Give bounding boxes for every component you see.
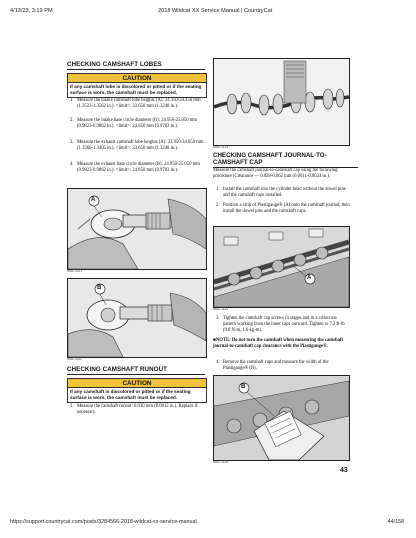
page-number: 43 xyxy=(340,467,348,474)
micrometer-illustration xyxy=(68,279,206,357)
step-item xyxy=(70,140,204,152)
caution-box-runout xyxy=(67,378,207,403)
browser-print-page-count: 44/158 xyxy=(387,519,404,525)
step-text: Tighten the camshaft cap screws in stages and in a crisscross pattern working from the inner caps outward. Tighten to 7.2 ft-lb (9.8 N-m, 1.0 kg-m). xyxy=(223,316,345,333)
caution-text: If any camshaft is discolored or pitted or if the seating surface is worn, the camshaft must be replaced. xyxy=(70,389,191,400)
step-number: 2. xyxy=(216,203,220,208)
step-text: Measure the intake base circle diameter (B): 24.950-25.050 mm (0.9823-0.9862 in.). <limit>: 24.850 mm (0.9783 in.). xyxy=(77,118,198,129)
figure-callout-a: A xyxy=(307,275,312,281)
step-text: Measure the exhaust base circle diameter (B): 24.950-25.050 mm (0.9823-0.9862 in.). <limit>: 24.850 mm (0.9783 in.). xyxy=(77,162,200,173)
figure-id-label: SMC-1122 xyxy=(67,357,82,361)
figure-id-label: SMC-1125 xyxy=(213,460,228,464)
cylinder-head-illustration xyxy=(214,227,349,307)
figure-callout-b: B xyxy=(241,384,246,390)
step-item xyxy=(70,162,204,174)
step-item xyxy=(216,187,351,199)
section-title-camshaft-lobes: CHECKING CAMSHAFT LOBES xyxy=(67,61,205,70)
browser-print-url[interactable]: https://support.countrycat.com/posts/3284566-2018-wildcat-xx-service-manual xyxy=(10,519,197,525)
caution-heading: CAUTION xyxy=(68,379,206,388)
caution-box-lobes xyxy=(67,73,207,98)
step-item xyxy=(70,98,204,110)
browser-print-title: 2018 Wildcat XX Service Manual | CountryCat xyxy=(158,8,273,14)
step-item xyxy=(216,203,351,215)
figure-id-label: SMC-1121 xyxy=(67,269,82,273)
micrometer-illustration xyxy=(68,189,206,269)
step-number: 1. xyxy=(70,404,74,409)
step-number: 4. xyxy=(216,360,220,365)
caution-heading: CAUTION xyxy=(68,74,206,83)
section-title-journal-clearance xyxy=(213,152,358,168)
figure-camshaft xyxy=(213,58,350,146)
step-text: Measure the camshaft runout: 0.030 mm (0.0012 in.). Replace if necessary. xyxy=(77,404,198,415)
step-number: 2. xyxy=(70,118,74,123)
figure-callout-a: A xyxy=(91,197,96,203)
step-item xyxy=(70,118,204,130)
camshaft-illustration xyxy=(214,59,349,145)
step-number: 4. xyxy=(70,162,74,167)
step-item xyxy=(216,316,351,333)
step-text: Measure the intake camshaft lobe heights (A): 34.350-34.450 mm (1.3523-1.3562 in.). <limit>: 33.650 mm (1.3248 in.). xyxy=(77,98,201,109)
figure-id-label: SMC-1123 xyxy=(213,145,228,149)
section-title-camshaft-runout: CHECKING CAMSHAFT RUNOUT xyxy=(67,366,205,375)
figure-lobe-height xyxy=(67,188,207,270)
section-title-line: CHECKING CAMSHAFT JOURNAL-TO- xyxy=(213,152,327,159)
step-text: Position a strip of Plastigauge® (A) onto the camshaft journal; then install the dowel pins and the camshaft caps. xyxy=(223,203,350,214)
step-number: 1. xyxy=(216,187,220,192)
figure-callout-b: B xyxy=(97,285,102,291)
step-text: Measure the exhaust camshaft lobe heights (A): 33.950-34.050 mm (1.3366-1.3405 in.). <limit>: 33.650 mm (1.3248 in.). xyxy=(77,140,204,151)
step-item xyxy=(70,404,204,416)
section-title-line: CAMSHAFT CAP xyxy=(213,159,358,168)
step-number: 3. xyxy=(216,316,220,321)
figure-base-circle xyxy=(67,278,207,358)
step-number: 3. xyxy=(70,140,74,145)
note-text: ■NOTE: Do not turn the camshaft when measuring the camshaft journal-to-camshaft cap clearance with the Plastigauge®. xyxy=(213,338,344,349)
figure-id-label: SMC-1124 xyxy=(213,307,228,311)
step-text: Install the camshaft into the cylinder head without the dowel pins and the camshaft caps installed. xyxy=(223,187,346,198)
figure-plastigauge-install xyxy=(213,226,350,308)
figure-plastigauge-measure xyxy=(213,375,350,461)
procedure-intro: Measure the camshaft journal-to-camshaft cap using the following procedure (Clearance — 0.028-0.062 mm (0.0011-0.0024 in.). xyxy=(213,168,338,179)
step-item xyxy=(216,360,351,372)
step-text: Remove the camshaft caps and measure the width of the Plastigauge® (B). xyxy=(223,360,329,371)
browser-print-datetime: 4/13/23, 3:19 PM xyxy=(10,8,53,14)
caution-text: If any camshaft lobe is discolored or pitted or if the seating surface is worn, the camshaft must be replaced. xyxy=(70,84,202,95)
plastigauge-scale-illustration xyxy=(214,376,349,460)
step-number: 1. xyxy=(70,98,74,103)
